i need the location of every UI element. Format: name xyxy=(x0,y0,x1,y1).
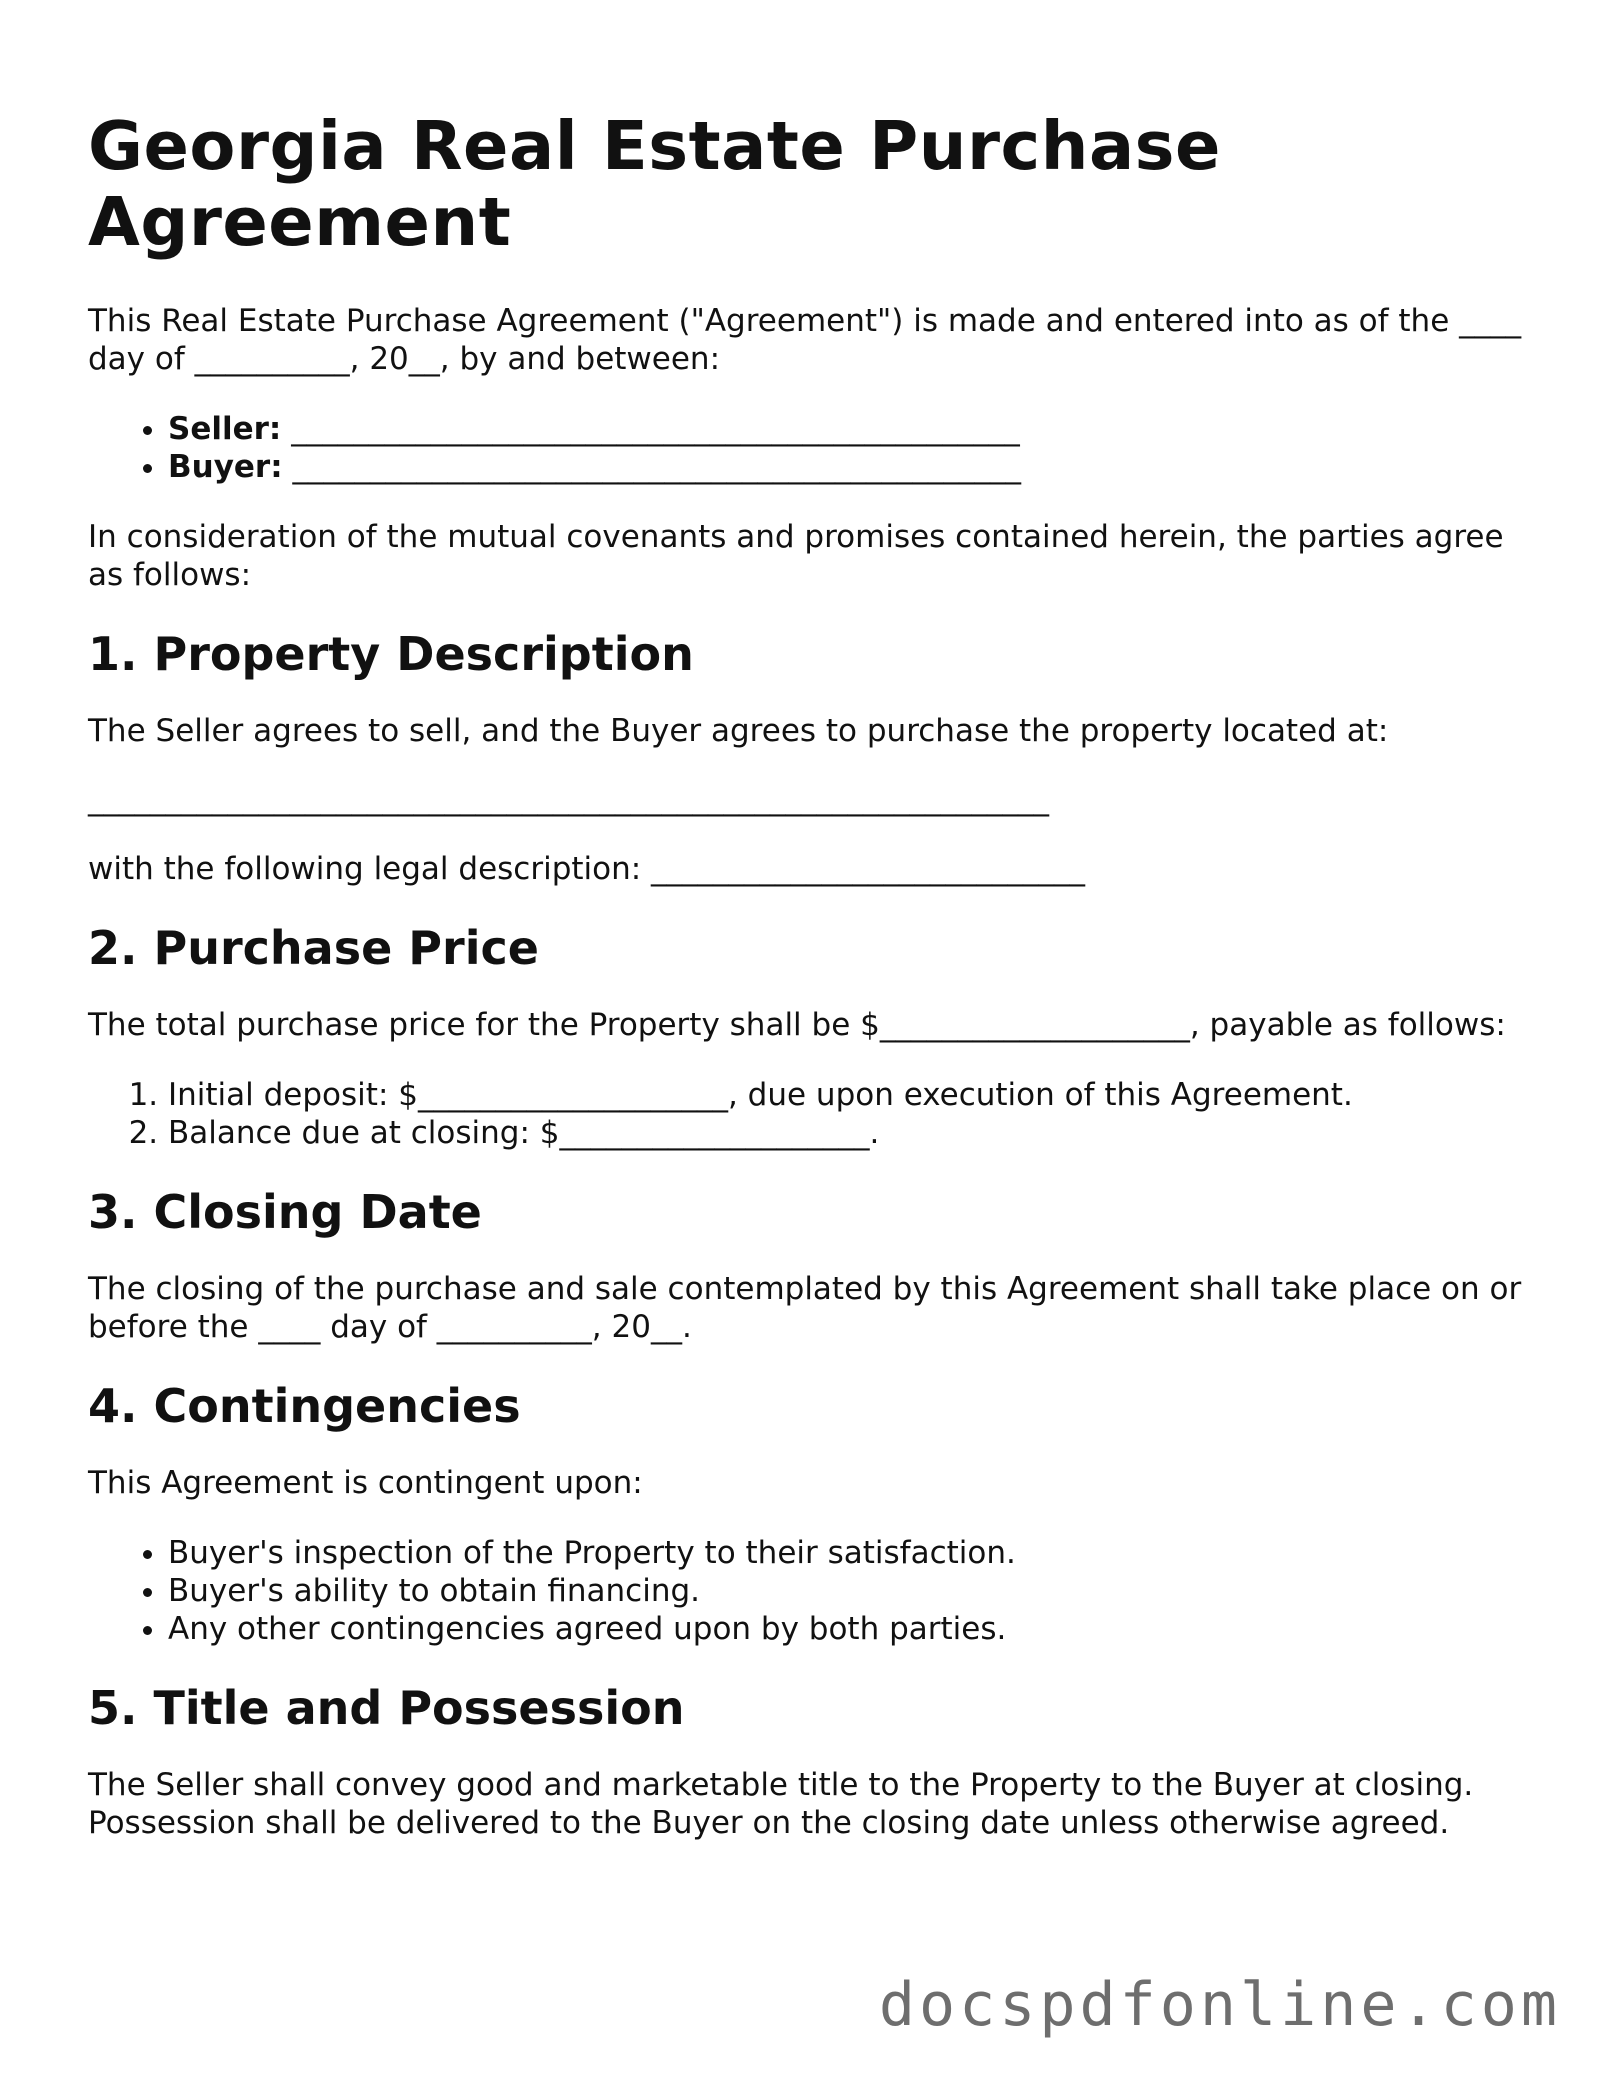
document-title: Georgia Real Estate Purchase Agreement xyxy=(88,107,1221,261)
consideration-paragraph: In consideration of the mutual covenants and promises contained herein, the parties agree as follows: xyxy=(88,519,1504,593)
section-heading-closing: 3. Closing Date xyxy=(88,1185,482,1239)
price-text: The total purchase price for the Property shall be $____________________, payable as follows: xyxy=(88,1007,1506,1043)
list-item: • Buyer's inspection of the Property to their satisfaction. xyxy=(168,1534,1528,1572)
property-legal-description: with the following legal description: ____________________________ xyxy=(88,851,1086,887)
closing-text: The closing of the purchase and sale contemplated by this Agreement shall take place on or before the ____ day of __________, 20__. xyxy=(88,1271,1522,1345)
list-item: 2. Balance due at closing: $____________________. xyxy=(168,1114,1528,1152)
parties-list xyxy=(88,410,1528,486)
price-items-list xyxy=(88,1076,1528,1152)
party-buyer xyxy=(168,448,1528,486)
section-heading-title-possession: 5. Title and Possession xyxy=(88,1681,685,1735)
document-page xyxy=(88,108,1528,1874)
section-heading-property: 1. Property Description xyxy=(88,627,694,681)
property-address-blank: ______________________________________________________________ xyxy=(88,781,1049,817)
party-seller xyxy=(168,410,1528,448)
property-text: The Seller agrees to sell, and the Buyer agrees to purchase the property located at: xyxy=(88,713,1389,749)
list-item: • Any other contingencies agreed upon by both parties. xyxy=(168,1610,1528,1648)
section-heading-contingencies: 4. Contingencies xyxy=(88,1379,521,1433)
party-label: Seller: xyxy=(168,411,282,447)
contingencies-text: This Agreement is contingent upon: xyxy=(88,1465,643,1501)
party-blank: _______________________________________________ xyxy=(292,449,1021,485)
section-heading-price: 2. Purchase Price xyxy=(88,921,539,975)
list-item: 1. Initial deposit: $____________________, due upon execution of this Agreement. xyxy=(168,1076,1528,1114)
party-label: Buyer: xyxy=(168,449,283,485)
list-item: • Buyer's ability to obtain financing. xyxy=(168,1572,1528,1610)
contingencies-list xyxy=(88,1534,1528,1648)
party-blank: _______________________________________________ xyxy=(291,411,1020,447)
watermark: docspdfonline.com xyxy=(878,1970,1561,2040)
title-possession-text: The Seller shall convey good and marketable title to the Property to the Buyer at closing. Possession shall be delivered to the Buyer on the closing date unless otherwise agreed. xyxy=(88,1767,1474,1841)
intro-paragraph: This Real Estate Purchase Agreement ("Agreement") is made and entered into as of the ____ day of __________, 20__, by and between: xyxy=(88,303,1522,377)
